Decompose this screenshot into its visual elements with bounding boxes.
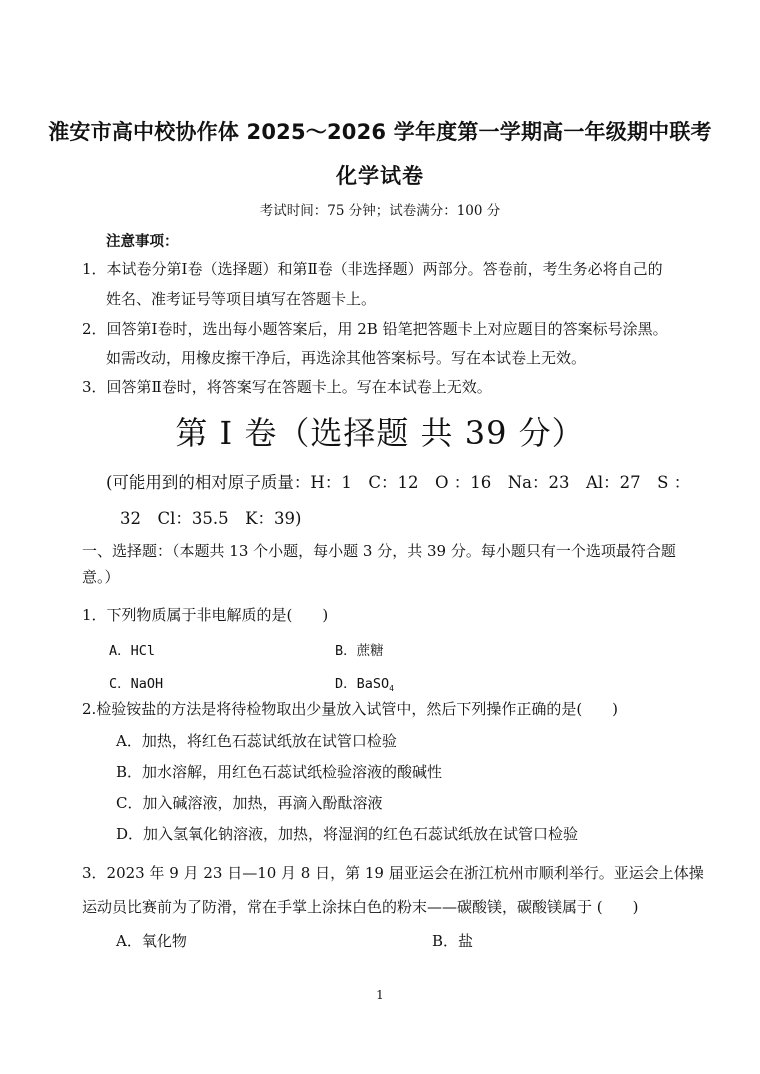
q2-stem: 2.检验铵盐的方法是将待检物取出少量放入试管中，然后下列操作正确的是( )	[82, 700, 619, 718]
q1-option-c: C．NaOH	[109, 676, 164, 692]
notice-heading: 注意事项：	[106, 233, 179, 250]
notice-item-2: 2．回答第Ⅰ卷时，选出每小题答案后，用 2B 铅笔把答题卡上对应题目的答案标号涂黑。	[82, 320, 668, 338]
page-number: 1	[376, 988, 384, 1002]
q2-option-b: B．加水溶解，用红色石蕊试纸检验溶液的酸碱性	[116, 763, 443, 781]
q3-stem-line-2: 运动员比赛前为了防滑，常在手掌上涂抹白色的粉末——碳酸镁，碳酸镁属于 ( )	[82, 898, 639, 916]
atomic-mass-line-2: 32 Cl：35.5 K：39)	[120, 509, 302, 528]
section-title: 第 I 卷（选择题 共 39 分）	[175, 414, 585, 452]
q3-option-a: A．氧化物	[116, 932, 187, 950]
q1-option-d-text: D．BaSO	[335, 676, 390, 692]
q2-option-a: A．加热，将红色石蕊试纸放在试管口检验	[116, 732, 397, 750]
notice-item-3: 3．回答第Ⅱ卷时，将答案写在答题卡上。写在本试卷上无效。	[82, 378, 492, 396]
q2-option-d: D．加入氢氧化钠溶液，加热，将湿润的红色石蕊试纸放在试管口检验	[116, 825, 579, 843]
q1-option-d-subscript: 4	[389, 684, 394, 693]
notice-item-1: 1．本试卷分第Ⅰ卷（选择题）和第Ⅱ卷（非选择题）两部分。答卷前，考生务必将自己的	[82, 260, 663, 278]
section-instructions-1: 一、选择题：（本题共 13 个小题，每小题 3 分，共 39 分。每小题只有一个选项最符合题	[82, 542, 676, 560]
q1-option-a: A．HCl	[109, 643, 156, 659]
q2-option-c: C．加入碱溶液，加热，再滴入酚酞溶液	[116, 794, 383, 812]
exam-title: 淮安市高中校协作体 2025～2026 学年度第一学期高一年级期中联考	[48, 120, 712, 144]
q1-option-b: B．蔗糖	[335, 643, 384, 659]
atomic-mass-line-1: (可能用到的相对原子质量：H：1 C：12 O ：16 Na：23 Al：27 S ：	[106, 473, 691, 492]
notice-item-1-cont: 姓名、准考证号等项目填写在答题卡上。	[106, 290, 377, 308]
q1-stem: 1．下列物质属于非电解质的是( )	[82, 606, 329, 624]
section-instructions-2: 意。）	[82, 568, 120, 586]
q3-option-b: B．盐	[432, 932, 474, 950]
exam-subtitle: 化学试卷	[336, 164, 424, 188]
notice-item-2-cont: 如需改动，用橡皮擦干净后，再选涂其他答案标号。写在本试卷上无效。	[106, 349, 587, 367]
q1-option-d	[335, 672, 394, 693]
exam-info: 考试时间：75 分钟；试卷满分：100 分	[259, 203, 501, 219]
q3-stem-line-1: 3．2023 年 9 月 23 日—10 月 8 日，第 19 届亚运会在浙江杭州市顺利举行。亚运会上体操	[82, 864, 704, 882]
